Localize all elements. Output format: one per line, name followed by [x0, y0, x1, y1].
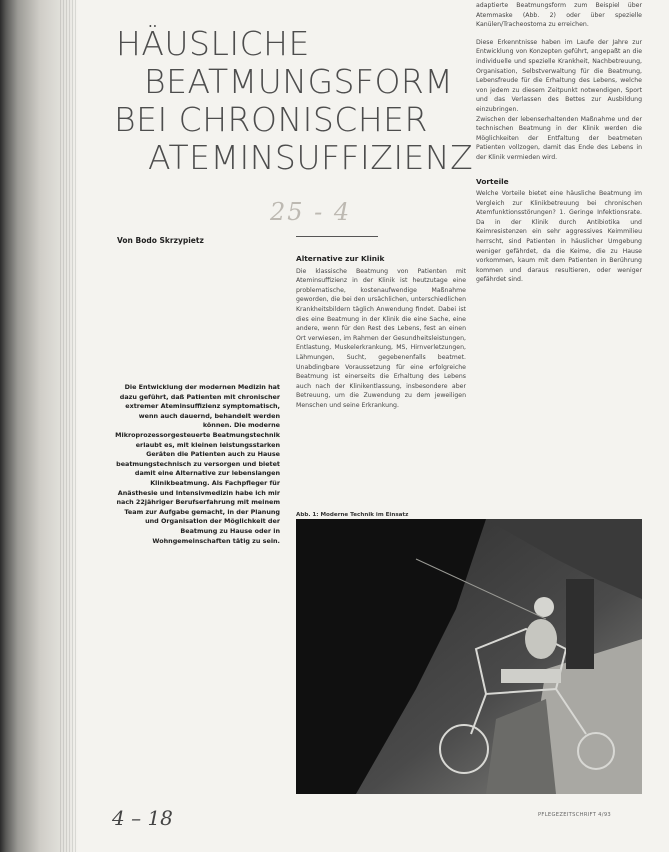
- right-text-1: adaptierte Beatmungsform zum Beispiel über Atemmaske (Abb. 2) oder über spezielle Kanülen/Tracheostoma zu erreichen.: [476, 2, 642, 29]
- section-text-alternative: Die klassische Beatmung von Patienten mit Ateminsuffizienz in der Klinik ist heutzutage eine problematische, kostenaufwendige Maßnahme geworden, die bei den ursächlichen, unterschiedlichen Krankheitsbildern täglich Anwendung findet. Dabei ist dies eine Beatmung in der Klinik die eine Sache, eine andere, wenn für den Rest des Lebens, fest an einen Ort verwiesen, im Rahmen der Gesundheitsleistungen, Entlastung, Muskelerkrankung, MS, Hirnverletzungen, Lähmungen, Sucht, gegebenenfalls beatmet. Unabdingbare Voraussetzung für eine erfolgreiche Beatmung ist einerseits die Erhaltung des Lebens auch nach der Klinikentlassung, insbesondere aber Betreuung, um die Zuwendung zu dem jeweiligen Menschen und seine Erkrankung.: [296, 267, 466, 409]
- right-column: [476, 1, 642, 285]
- title-line-2: BEATMUNGSFORM: [144, 62, 454, 101]
- right-text-2: Diese Erkenntnisse haben im Laufe der Jahre zur Entwicklung von Konzepten geführt, angepaßt an die individuelle und spezielle Krankheit, Nachbetreuung, Organisation, Selbstverwaltung für die Beatmung, Lebensfreude für die Erhaltung des Lebens, welche von jedem zu diesem Zeitpunkt notwendigen, Sport und das Verlassen des Bettes zur Ausbildung einzubringen.: [476, 38, 642, 113]
- title-line-1: HÄUSLICHE: [116, 24, 310, 63]
- handwritten-note: 25 - 4: [270, 198, 352, 226]
- middle-column: [296, 254, 466, 411]
- handwritten-folio: 4 – 18: [112, 806, 173, 830]
- author-byline: Von Bodo Skrzypietz: [117, 236, 204, 245]
- intro-paragraph: Die Entwicklung der modernen Medizin hat dazu geführt, daß Patienten mit chronischer extremer Ateminsuffizienz symptomatisch, wenn auch dauernd, behandelt werden können. Die moderne Mikroprozessorgesteuerte Beatmungstechnik erlaubt es, mit kleinen leistungsstarken Geräten die Patienten auch zu Hause beatmungstechnisch zu versorgen und bietet damit eine Alternative zur lebenslangen Klinikbeatmung. Als Fachpfleger für Anästhesie und Intensivmedizin habe ich mir nach 22jähriger Berufserfahrung mit meinem Team zur Aufgabe gemacht, in der Planung und Organisation der Möglichkeit der Beatmung zu Hause oder in Wohngemeinschaften tätig zu sein.: [115, 383, 280, 545]
- title-line-3: BEI CHRONISCHER: [114, 100, 428, 139]
- photo-illustration: [296, 519, 642, 794]
- article-title: [110, 24, 474, 177]
- section-text-vorteile: Welche Vorteile bietet eine häusliche Beatmung im Vergleich zur Klinikbetreuung bei chronischen Atemfunktionsstörungen? 1. Geringe Infektionsrate. Da in der Klinik durch Antibiotika und Keimresistenzen ein sehr aggressives Keimmilieu herrscht, sind Patienten in häuslicher Umgebung weniger gefährdet, da die Keime, die zu Hause vorkommen, kaum mit dem Patienten in Berührung kommen und daraus resultieren, oder weniger gefährdet sind.: [476, 190, 642, 284]
- photo-wheelchair-outdoors: [296, 519, 642, 794]
- page-footer: PFLEGEZEITSCHRIFT 4/93: [538, 812, 612, 818]
- section-heading-alternative: Alternative zur Klinik: [296, 254, 385, 263]
- right-text-3: Zwischen der lebenserhaltenden Maßnahme und der technischen Beatmung in der Klinik werden die Möglichkeiten der Entfaltung der beatmeten Patienten vollzogen, damit das Ende des Lebens in der Klinik vermieden wird.: [476, 115, 642, 161]
- figure-caption: Abb. 1: Moderne Technik im Einsatz: [296, 512, 409, 518]
- title-line-4: ATEMINSUFFIZIENZ: [148, 138, 474, 177]
- section-rule: [296, 236, 378, 237]
- section-heading-vorteile: Vorteile: [476, 176, 509, 186]
- page-edges: [60, 0, 78, 852]
